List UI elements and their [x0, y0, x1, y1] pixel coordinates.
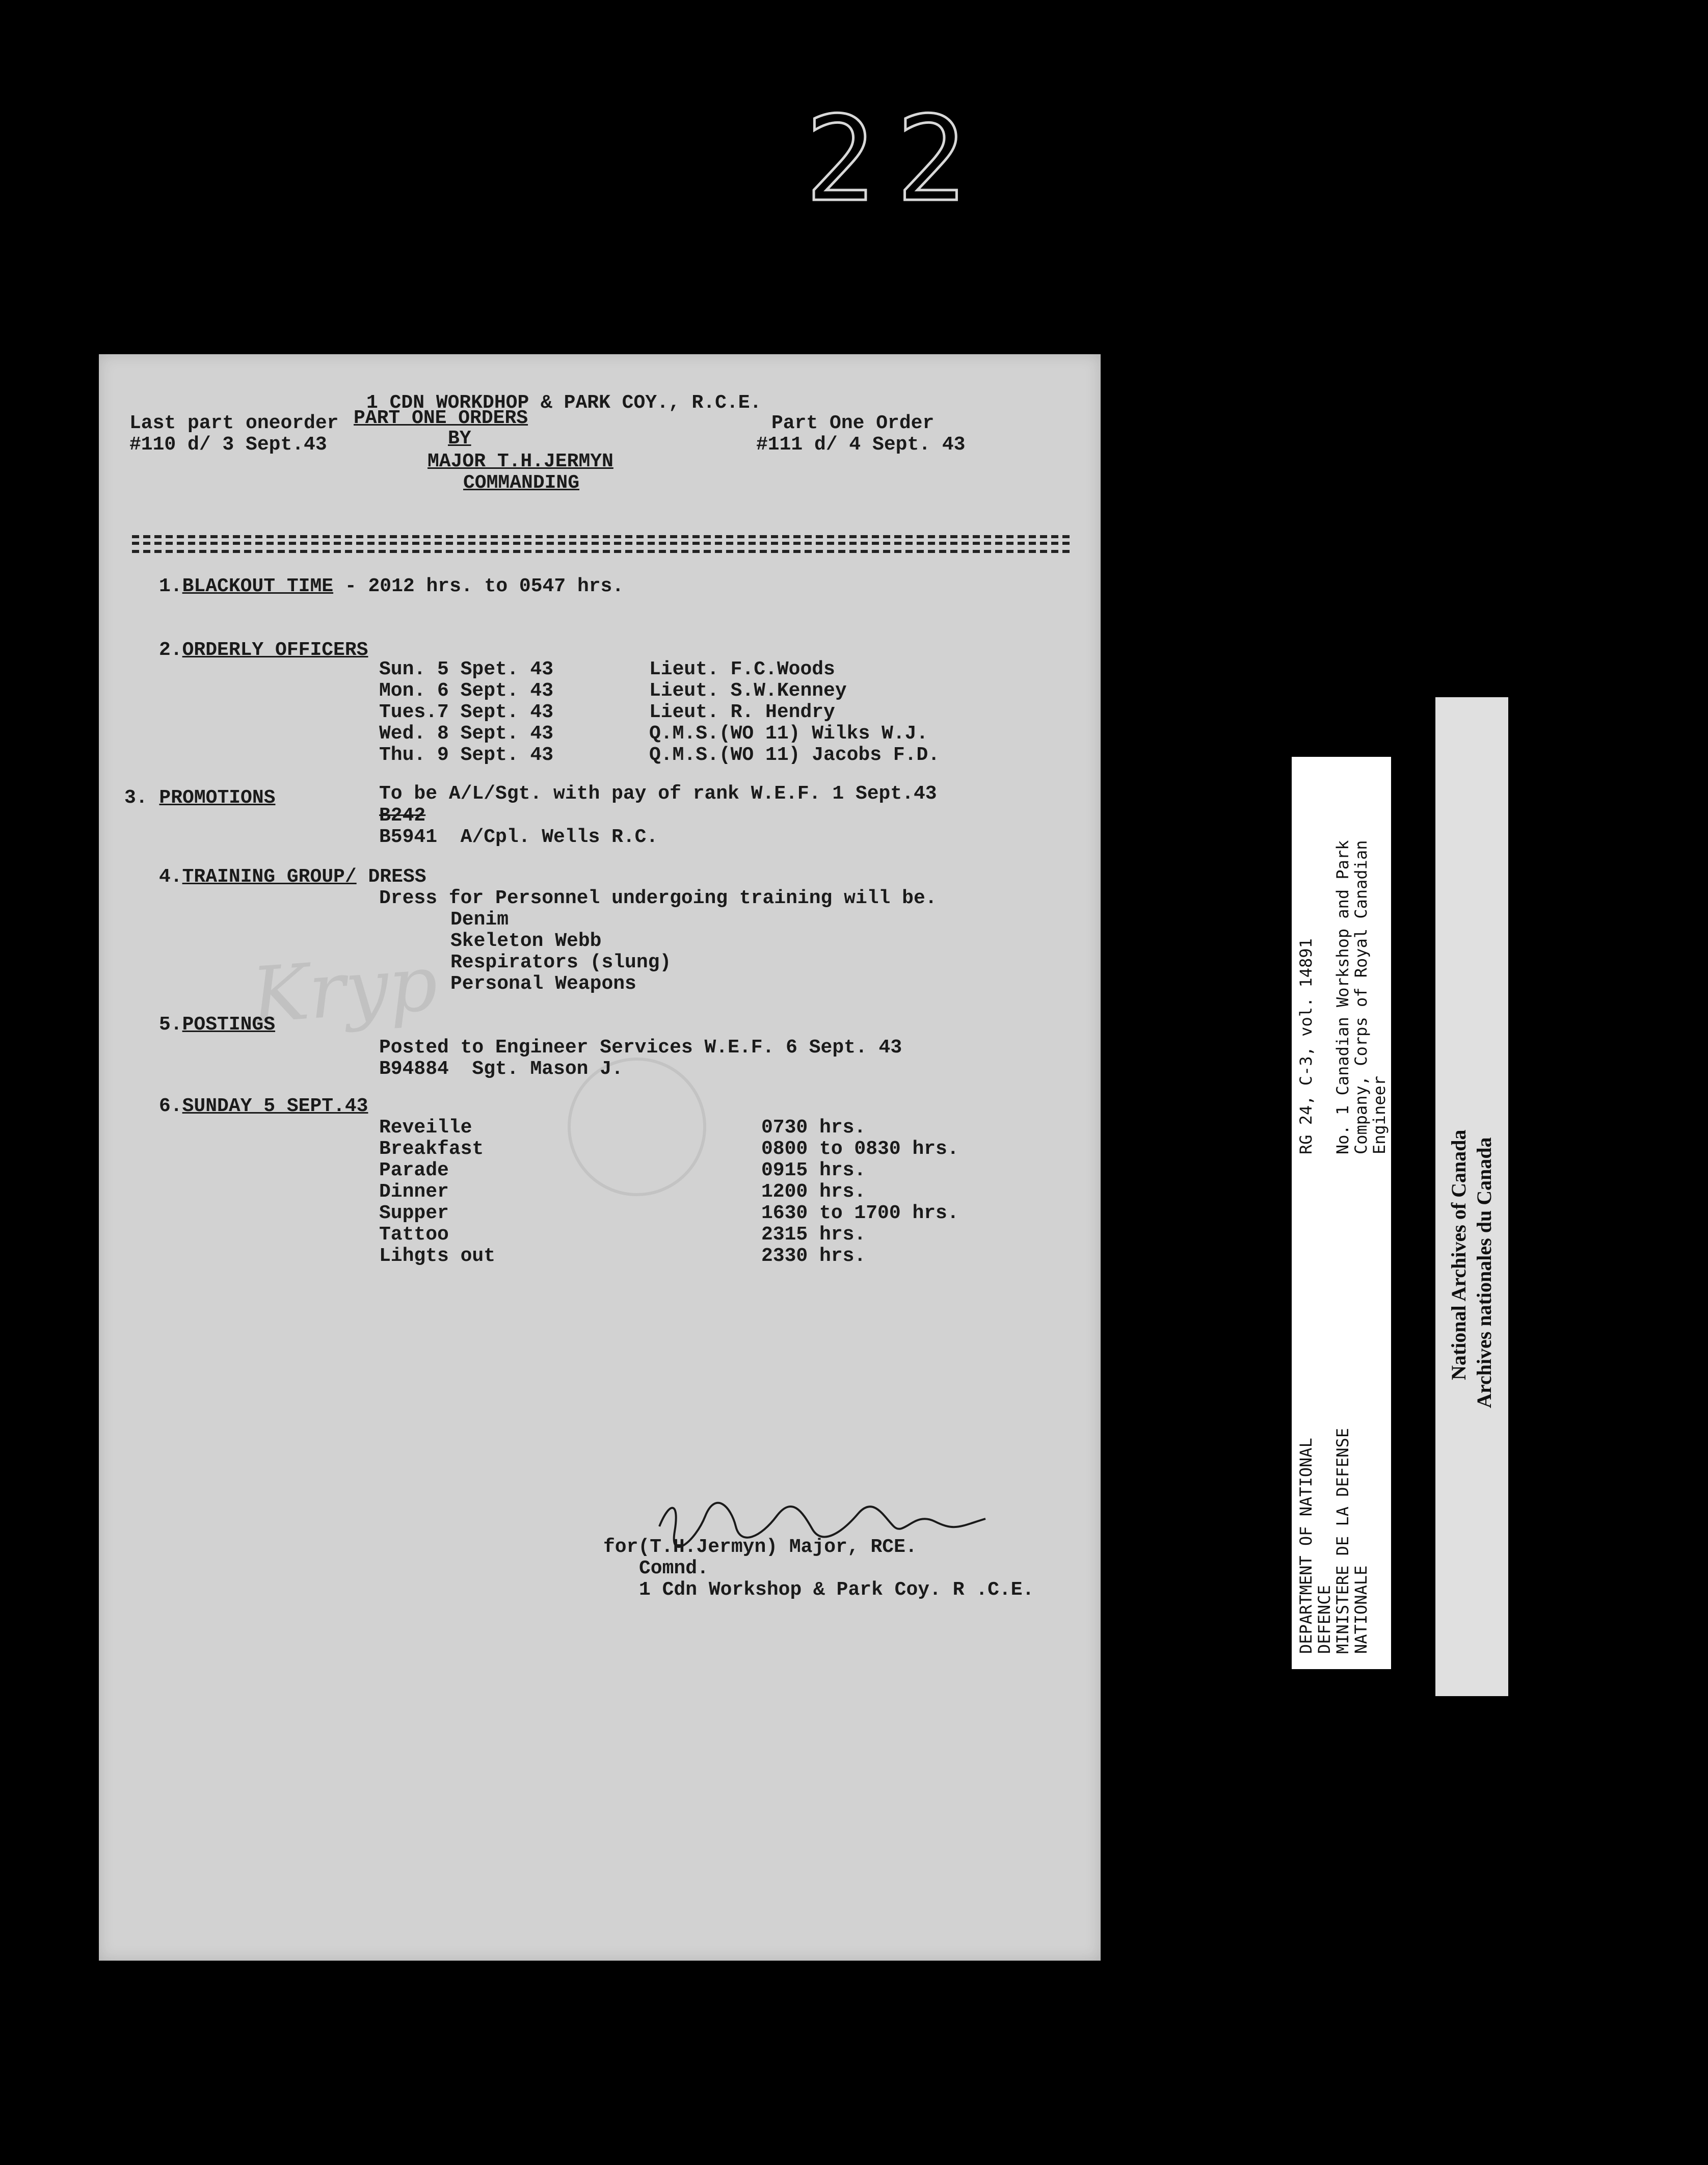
dress-item: Respirators (slung)	[450, 952, 672, 973]
reference-text: RG 24, C-3, vol. 14891 No. 1 Canadian Workshop and Park Company, Corps of Royal Canadian Engineer	[1296, 840, 1389, 1154]
duty-date: Mon. 6 Sept. 43	[379, 680, 554, 702]
last-order-label: Last part oneorder	[129, 412, 339, 434]
department-text: DEPARTMENT OF NATIONAL DEFENCE MINISTERE DE LA DEFENSE NATIONALE	[1296, 1428, 1371, 1654]
posting-entry: B94884 Sgt. Mason J.	[379, 1058, 623, 1080]
schedule-time: 0800 to 0830 hrs.	[761, 1138, 959, 1160]
schedule-time: 2315 hrs.	[761, 1224, 866, 1246]
signatory-title: Comnd.	[639, 1557, 709, 1579]
duty-officer: Lieut. R. Hendry	[649, 701, 835, 723]
duty-officer: Lieut. S.W.Kenney	[649, 680, 847, 702]
section-1: 1.BLACKOUT TIME - 2012 hrs. to 0547 hrs.	[159, 575, 624, 597]
commander-name: MAJOR T.H.JERMYN	[428, 451, 613, 472]
section-6-heading: 6.SUNDAY 5 SEPT.43	[159, 1095, 368, 1117]
schedule-event: Breakfast	[379, 1138, 484, 1160]
document-page	[99, 354, 1101, 1961]
schedule-event: Lihgts out	[379, 1245, 496, 1267]
schedule-time: 0730 hrs.	[761, 1117, 866, 1139]
dress-item: Personal Weapons	[450, 973, 636, 995]
archive-reference-label	[1292, 757, 1391, 1669]
promotion-text: To be A/L/Sgt. with pay of rank W.E.F. 1 Sept.43	[379, 783, 937, 805]
divider	[132, 542, 1070, 545]
schedule-event: Supper	[379, 1202, 449, 1224]
schedule-time: 1630 to 1700 hrs.	[761, 1202, 959, 1224]
section-5-heading: 5.POSTINGS	[159, 1014, 276, 1036]
struck-number: B242	[379, 805, 426, 827]
duty-date: Sun. 5 Spet. 43	[379, 658, 554, 680]
section-2-heading: 2.ORDERLY OFFICERS	[159, 639, 368, 661]
divider	[132, 550, 1070, 553]
signatory-unit: 1 Cdn Workshop & Park Coy. R .C.E.	[639, 1579, 1034, 1601]
posting-text: Posted to Engineer Services W.E.F. 6 Sept. 43	[379, 1037, 902, 1059]
schedule-time: 2330 hrs.	[761, 1245, 866, 1267]
schedule-event: Reveille	[379, 1117, 472, 1139]
duty-date: Tues.7 Sept. 43	[379, 701, 554, 723]
schedule-time: 0915 hrs.	[761, 1159, 866, 1181]
schedule-time: 1200 hrs.	[761, 1181, 866, 1203]
archives-label	[1435, 697, 1508, 1696]
schedule-event: Tattoo	[379, 1224, 449, 1246]
section-4-heading: 4.TRAINING GROUP/ DRESS	[159, 866, 426, 888]
last-order-number: #110 d/ 3 Sept.43	[129, 434, 327, 456]
dress-item: Skeleton Webb	[450, 930, 602, 952]
order-label: Part One Order	[771, 412, 935, 434]
archives-french: Archives nationales du Canada	[1473, 1137, 1496, 1408]
duty-date: Thu. 9 Sept. 43	[379, 744, 554, 766]
orders-title: PART ONE ORDERS	[354, 407, 528, 429]
duty-officer: Q.M.S.(WO 11) Wilks W.J.	[649, 723, 928, 745]
duty-officer: Lieut. F.C.Woods	[649, 658, 835, 680]
archives-english: National Archives of Canada	[1447, 1129, 1470, 1380]
orders-by: BY	[448, 428, 471, 450]
divider	[132, 535, 1070, 538]
unit-heading: 1 CDN WORKDHOP & PARK COY., R.C.E.	[366, 392, 762, 414]
dress-text: Dress for Personnel undergoing training will be.	[379, 887, 937, 909]
frame-number: 22	[805, 92, 987, 228]
schedule-event: Parade	[379, 1159, 449, 1181]
order-number: #111 d/ 4 Sept. 43	[756, 434, 966, 456]
duty-officer: Q.M.S.(WO 11) Jacobs F.D.	[649, 744, 940, 766]
schedule-event: Dinner	[379, 1181, 449, 1203]
signatory: for(T.H.Jermyn) Major, RCE.	[603, 1536, 917, 1558]
promotion-entry: B5941 A/Cpl. Wells R.C.	[379, 826, 658, 848]
duty-date: Wed. 8 Sept. 43	[379, 723, 554, 745]
bleed-through-text: Kryp	[249, 939, 441, 1041]
section-3-heading: 3. PROMOTIONS	[124, 787, 276, 809]
dress-item: Denim	[450, 909, 509, 931]
commanding-label: COMMANDING	[463, 472, 580, 494]
